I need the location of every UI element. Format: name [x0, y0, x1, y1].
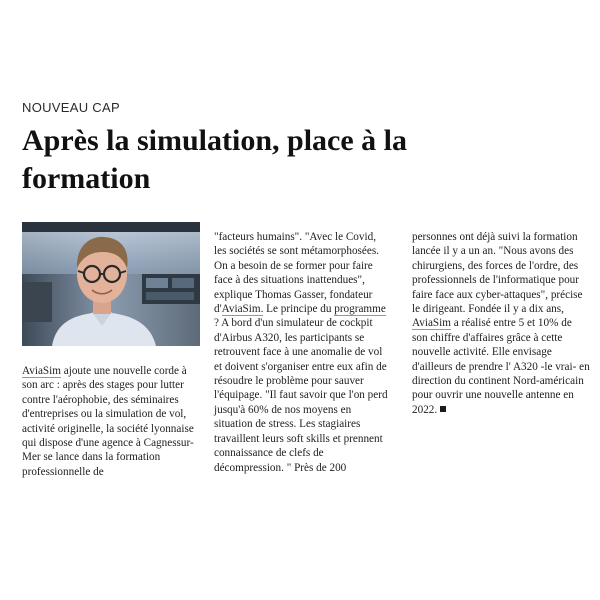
column-2-text-b: Le principe du: [263, 303, 335, 316]
end-of-article-icon: [440, 406, 446, 412]
column-2-text-c: ? A bord d'un simulateur de cockpit d'Airbus A320, les participants se retrouvent face à une anomalie de vol et doivent s'organiser entre eux afin de résoudre le problème pour sauver l'équipage. "Il faut savoir que l'on perd jusqu'à 60% de nos moyens en situation de stress. Les stagiaires travaillent leurs soft skills et prennent connaissance de clefs de décompression. " Près de 200: [214, 317, 388, 474]
column-3-text-b: a réalisé entre 5 et 10% de son chiffre d'affaires grâce à cette nouvelle activité. Elle envisage d'ailleurs de prendre l' A320 -le vrai- en direction du continent Nord-américain pour ouvrir une nouvelle antenne en 2022.: [412, 317, 590, 416]
article-column-3: [412, 230, 590, 417]
article-column-2: [214, 230, 390, 475]
column-3-text-a: personnes ont déjà suivi la formation lancée il y a un an. "Nous avons des chirurgiens, des forces de l'ordre, des professionnels de l'informatique pour faire face aux cyber-attaques", précise le dirigeant. Fondée il y a dix ans,: [412, 231, 583, 316]
brand-name: AviaSim: [22, 365, 61, 377]
portrait-photo-icon: [22, 222, 200, 346]
brand-name: AviaSim.: [221, 303, 264, 316]
article-column-1: [22, 364, 200, 479]
column-2-text-a: "facteurs humains". "Avec le Covid, les sociétés se sont métamorphosées. On a besoin de se former pour faire face à des situations inattendues", explique Thomas Gasser, fondateur d': [214, 231, 379, 316]
section-kicker: NOUVEAU CAP: [22, 100, 120, 115]
article-photo: [22, 222, 200, 346]
underlined-word: programme: [334, 303, 386, 316]
brand-name: AviaSim: [412, 317, 451, 330]
column-1-text: ajoute une nouvelle corde à son arc : après des stages pour lutter contre l'aérophobie, des séminaires d'entreprises ou la simulation de vol, activité originelle, la société lyonnaise qui dispose d'une agence à Cagnessur-Mer se lance dans la formation professionnelle de: [22, 365, 194, 478]
article-headline: Après la simulation, place à la formation: [22, 124, 408, 195]
